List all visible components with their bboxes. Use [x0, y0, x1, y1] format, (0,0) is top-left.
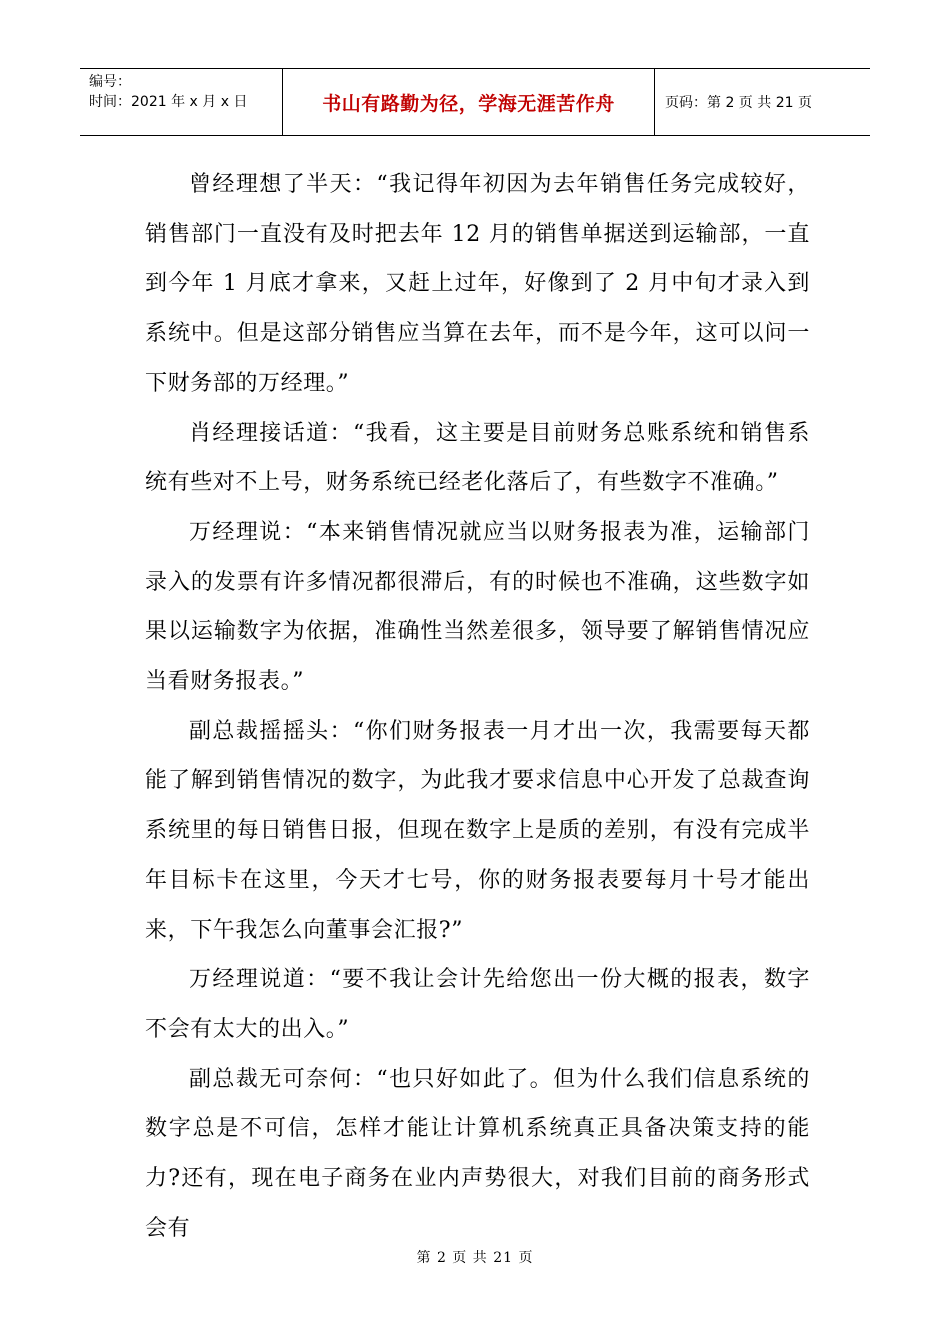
document-time-label: 时间：2021 年 x 月 x 日 [89, 94, 248, 110]
paragraph: 曾经理想了半天：“我记得年初因为去年销售任务完成较好，销售部门一直没有及时把去年 12 月的销售单据送到运输部，一直到今年 1 月底才拿来，又赶上过年，好像到了 2 月中旬才录入到系统中。但是这部分销售应当算在去年，而不是今年，这可以问一下财务部的万经理。” [145, 172, 810, 396]
paragraph: 万经理说：“本来销售情况就应当以财务报表为准，运输部门录入的发票有许多情况都很滞后，有的时候也不准确，这些数字如果以运输数字为依据，准确性当然差很多，领导要了解销售情况应当看财务报表。” [145, 519, 810, 695]
page-footer [0, 1247, 950, 1267]
header-meta-cell [80, 69, 283, 135]
paragraph: 万经理说道：“要不我让会计先给您出一份大概的报表，数字不会有太大的出入。” [145, 967, 810, 1042]
document-number-label: 编号： [89, 74, 131, 90]
footer-page-number: 第 2 页 共 21 页 [416, 1250, 534, 1266]
header-page-info: 页码：第 2 页 共 21 页 [665, 95, 812, 111]
paragraph: 副总裁摇摇头：“你们财务报表一月才出一次，我需要每天都能了解到销售情况的数字，为此我才要求信息中心开发了总裁查询系统里的每日销售日报，但现在数字上是质的差别，有没有完成半年目标卡在这里，今天才七号，你的财务报表要每月十号才能出来，下午我怎么向董事会汇报?” [145, 718, 810, 943]
paragraph: 肖经理接话道：“我看，这主要是目前财务总账系统和销售系统有些对不上号，财务系统已经老化落后了，有些数字不准确。” [145, 420, 810, 496]
document-body [145, 160, 810, 1253]
page-header [80, 68, 870, 136]
header-page-cell [655, 69, 870, 135]
header-motto: 书山有路勤为径，学海无涯苦作舟 [322, 92, 615, 115]
paragraph: 副总裁无可奈何：“也只好如此了。但为什么我们信息系统的数字总是不可信，怎样才能让计算机系统真正具备决策支持的能力?还有，现在电子商务在业内声势很大，对我们目前的商务形式会有 [145, 1066, 810, 1241]
header-motto-cell [283, 69, 655, 135]
